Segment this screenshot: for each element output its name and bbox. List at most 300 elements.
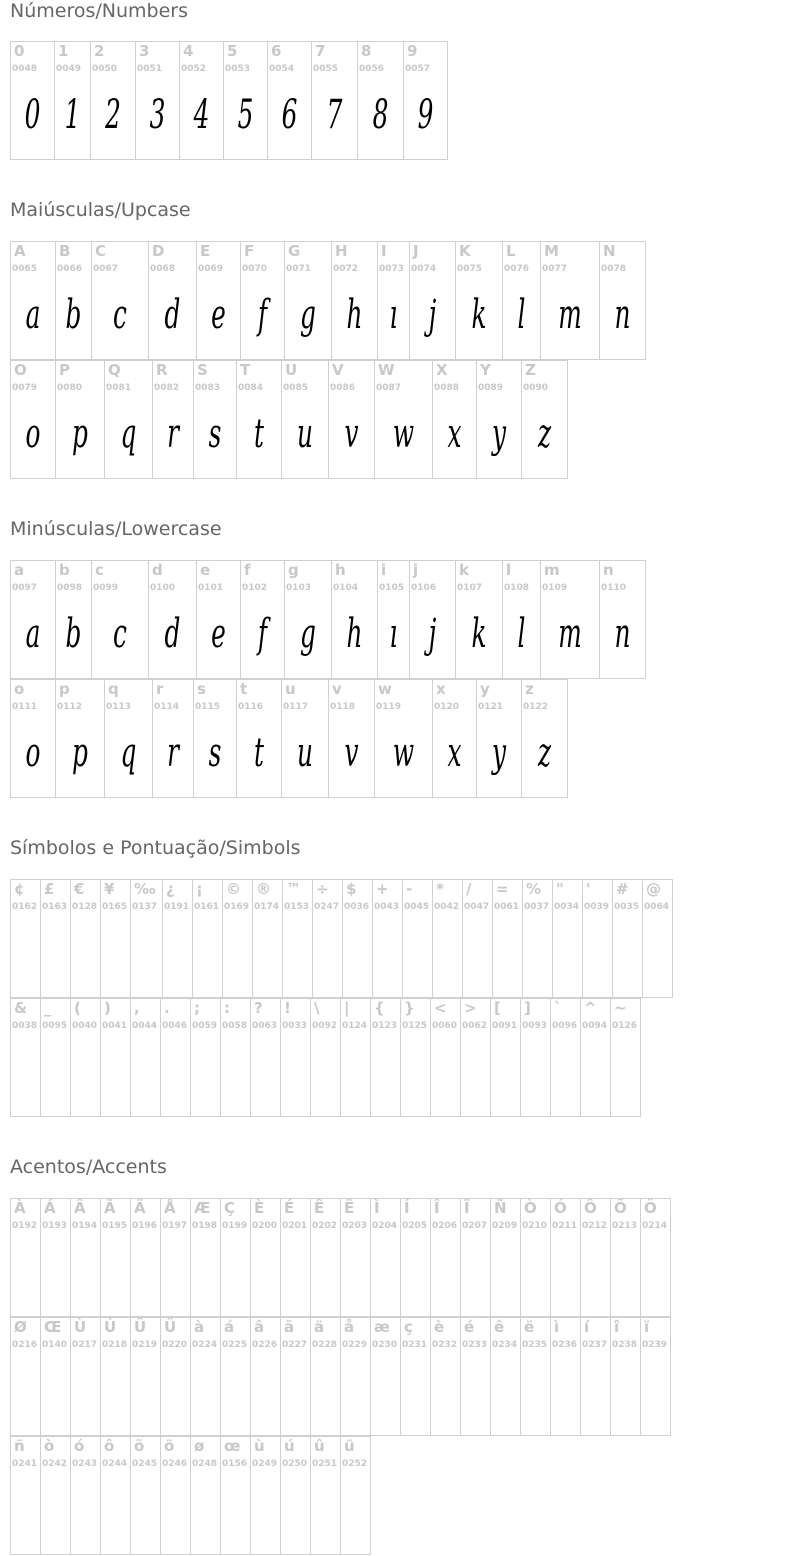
glyph-code: 0165 (102, 902, 128, 912)
glyph-code: 0064 (644, 902, 670, 912)
glyph-key-char: ( (74, 999, 81, 1017)
glyph-code: 0079 (12, 383, 38, 393)
glyph-sample: 6 (281, 92, 298, 138)
glyph-code: 0250 (282, 1459, 308, 1469)
glyph-key-char: É (284, 1199, 295, 1217)
glyph-code: 0204 (372, 1221, 398, 1231)
glyph-code: 0229 (342, 1340, 368, 1350)
glyph-cell (476, 679, 522, 798)
glyph-key-char: D (152, 242, 165, 260)
glyph-code: 0051 (137, 64, 163, 74)
glyph-cell (340, 1317, 371, 1436)
glyph-cell (252, 879, 283, 998)
glyph-cell (582, 879, 613, 998)
glyph-key-char: ü (344, 1437, 355, 1455)
glyph-code: 0103 (286, 583, 312, 593)
glyph-sample: f (257, 292, 268, 338)
glyph-sample: o (25, 411, 41, 457)
glyph-key-char: Ü (164, 1318, 177, 1336)
glyph-code: 0211 (552, 1221, 578, 1231)
glyph-code: 0216 (12, 1340, 38, 1350)
glyph-code: 0118 (330, 702, 356, 712)
glyph-code: 0218 (102, 1340, 128, 1350)
glyph-row (10, 560, 645, 679)
glyph-key-char: û (314, 1437, 325, 1455)
glyph-cell (310, 1198, 341, 1317)
glyph-cell (55, 241, 92, 360)
glyph-cell (476, 360, 522, 479)
glyph-key-char: h (335, 561, 346, 579)
glyph-cell (460, 1317, 491, 1436)
glyph-code: 0194 (72, 1221, 98, 1231)
glyph-code: 0227 (282, 1340, 308, 1350)
glyph-cell (430, 998, 461, 1117)
glyph-key-char: q (108, 680, 119, 698)
glyph-cell (250, 1436, 281, 1555)
glyph-key-char: n (603, 561, 614, 579)
glyph-cell (250, 1317, 281, 1436)
glyph-cell (55, 360, 105, 479)
glyph-code: 0050 (92, 64, 118, 74)
glyph-cell (70, 879, 101, 998)
glyph-code: 0073 (379, 264, 405, 274)
glyph-code: 0203 (342, 1221, 368, 1231)
glyph-cell (240, 560, 285, 679)
glyph-cell (340, 998, 371, 1117)
glyph-key-char: 3 (139, 42, 150, 60)
glyph-sample: n (614, 611, 631, 657)
glyph-code: 0249 (252, 1459, 278, 1469)
glyph-code: 0082 (154, 383, 180, 393)
glyph-cell (455, 560, 503, 679)
glyph-code: 0212 (582, 1221, 608, 1231)
glyph-key-char: A (14, 242, 26, 260)
glyph-code: 0225 (222, 1340, 248, 1350)
glyph-key-char: K (459, 242, 471, 260)
glyph-cell (502, 560, 541, 679)
glyph-code: 0062 (462, 1021, 488, 1031)
glyph-code: 0213 (612, 1221, 638, 1231)
glyph-code: 0074 (411, 264, 437, 274)
glyph-code: 0120 (434, 702, 460, 712)
glyph-code: 0066 (57, 264, 83, 274)
glyph-cell (432, 360, 477, 479)
glyph-key-char: í (584, 1318, 590, 1336)
glyph-code: 0049 (56, 64, 82, 74)
glyph-code: 0198 (192, 1221, 218, 1231)
glyph-key-char: < (434, 999, 447, 1017)
glyph-key-char: ÷ (316, 880, 329, 898)
glyph-cell (374, 679, 433, 798)
glyph-sample: m (558, 292, 582, 338)
glyph-key-char: s (197, 680, 206, 698)
glyph-sample: k (471, 611, 487, 657)
glyph-cell (284, 241, 332, 360)
glyph-code: 0094 (582, 1021, 608, 1031)
glyph-code: 0041 (102, 1021, 128, 1031)
glyph-cell (40, 998, 71, 1117)
glyph-sample: o (25, 730, 41, 776)
glyph-code: 0085 (283, 383, 309, 393)
glyph-code: 0054 (269, 64, 295, 74)
glyph-cell (70, 998, 101, 1117)
glyph-key-char: ¡ (196, 880, 203, 898)
glyph-cell (610, 998, 641, 1117)
glyph-code: 0057 (405, 64, 431, 74)
glyph-code: 0106 (411, 583, 437, 593)
glyph-key-char: B (59, 242, 71, 260)
glyph-cell (104, 679, 153, 798)
glyph-cell (70, 1436, 101, 1555)
glyph-sample: l (517, 611, 526, 657)
glyph-cell (130, 1436, 161, 1555)
glyph-cell (135, 41, 180, 160)
glyph-code: 0107 (457, 583, 483, 593)
glyph-code: 0156 (222, 1459, 248, 1469)
glyph-cell (580, 1198, 611, 1317)
glyph-key-char: J (413, 242, 419, 260)
glyph-cell (40, 1198, 71, 1317)
glyph-row (10, 41, 447, 160)
glyph-key-char: ¥ (104, 880, 115, 898)
glyph-key-char: ú (284, 1437, 295, 1455)
glyph-code: 0095 (42, 1021, 68, 1031)
glyph-key-char: f (244, 561, 251, 579)
glyph-code: 0220 (162, 1340, 188, 1350)
glyph-code: 0090 (523, 383, 549, 393)
glyph-code: 0205 (402, 1221, 428, 1231)
glyph-code: 0113 (106, 702, 132, 712)
glyph-sample: ı (389, 611, 398, 657)
glyph-code: 0114 (154, 702, 180, 712)
glyph-code: 0200 (252, 1221, 278, 1231)
glyph-code: 0153 (284, 902, 310, 912)
glyph-cell (280, 1317, 311, 1436)
glyph-sample: b (65, 292, 82, 338)
glyph-cell (160, 1198, 191, 1317)
glyph-cell (580, 998, 611, 1117)
glyph-code: 0043 (374, 902, 400, 912)
glyph-code: 0042 (434, 902, 460, 912)
glyph-key-char: Å (164, 1199, 176, 1217)
glyph-cell (550, 998, 581, 1117)
glyph-code: 0226 (252, 1340, 278, 1350)
glyph-key-char: H (335, 242, 348, 260)
glyph-cell (223, 41, 268, 160)
glyph-cell (640, 1198, 671, 1317)
glyph-key-char: a (14, 561, 25, 579)
glyph-code: 0214 (642, 1221, 668, 1231)
glyph-cell (100, 1317, 131, 1436)
glyph-cell (152, 679, 194, 798)
glyph-code: 0111 (12, 702, 38, 712)
glyph-key-char: © (226, 880, 241, 898)
glyph-cell (432, 879, 463, 998)
glyph-key-char: Á (44, 1199, 56, 1217)
glyph-key-char: ï (644, 1318, 650, 1336)
glyph-code: 0122 (523, 702, 549, 712)
glyph-sample: r (167, 730, 179, 776)
glyph-cell (152, 360, 194, 479)
glyph-code: 0125 (402, 1021, 428, 1031)
glyph-key-char: 4 (183, 42, 194, 60)
glyph-key-char: w (378, 680, 392, 698)
glyph-cell (370, 1198, 401, 1317)
glyph-code: 0039 (584, 902, 610, 912)
glyph-sample: q (120, 730, 137, 776)
glyph-cell (196, 241, 241, 360)
glyph-sample: e (211, 292, 226, 338)
glyph-cell (267, 41, 312, 160)
glyph-cell (331, 560, 378, 679)
glyph-code: 0080 (57, 383, 83, 393)
glyph-cell (640, 1317, 671, 1436)
glyph-code: 0219 (132, 1340, 158, 1350)
glyph-code: 0244 (102, 1459, 128, 1469)
glyph-key-char: À (14, 1199, 26, 1217)
glyph-code: 0247 (314, 902, 340, 912)
glyph-key-char: ` (554, 999, 562, 1017)
glyph-cell (540, 560, 600, 679)
glyph-cell (342, 879, 373, 998)
glyph-cell (642, 879, 673, 998)
glyph-sample: 8 (372, 92, 389, 138)
glyph-cell (612, 879, 643, 998)
glyph-code: 0199 (222, 1221, 248, 1231)
glyph-code: 0192 (12, 1221, 38, 1231)
glyph-code: 0097 (12, 583, 38, 593)
glyph-code: 0083 (195, 383, 221, 393)
glyph-cell (130, 879, 163, 998)
glyph-code: 0055 (313, 64, 339, 74)
glyph-cell (550, 1317, 581, 1436)
glyph-code: 0116 (238, 702, 264, 712)
glyph-sample: 1 (64, 92, 81, 138)
glyph-key-char: ì (554, 1318, 560, 1336)
glyph-sample: a (25, 611, 41, 657)
glyph-row (10, 1436, 370, 1555)
glyph-cell (91, 560, 149, 679)
glyph-cell (100, 879, 131, 998)
glyph-cell (148, 560, 197, 679)
glyph-key-char: Z (525, 361, 536, 379)
glyph-code: 0075 (457, 264, 483, 274)
glyph-key-char: C (95, 242, 107, 260)
glyph-code: 0137 (132, 902, 158, 912)
glyph-cell (540, 241, 600, 360)
glyph-code: 0063 (252, 1021, 278, 1031)
glyph-code: 0099 (93, 583, 119, 593)
glyph-cell (370, 998, 401, 1117)
glyph-cell (357, 41, 404, 160)
glyph-cell (10, 1317, 41, 1436)
glyph-sample: x (447, 411, 462, 457)
glyph-cell (160, 1436, 191, 1555)
glyph-cell (250, 1198, 281, 1317)
glyph-cell (280, 1198, 311, 1317)
glyph-code: 0209 (492, 1221, 518, 1231)
glyph-code: 0059 (192, 1021, 218, 1031)
glyph-cell (310, 1317, 341, 1436)
glyph-key-char: t (240, 680, 248, 698)
glyph-key-char: é (464, 1318, 475, 1336)
glyph-cell (340, 1198, 371, 1317)
glyph-key-char: l (506, 561, 512, 579)
glyph-cell (490, 998, 521, 1117)
glyph-cell (311, 41, 358, 160)
glyph-key-char: : (224, 999, 230, 1017)
glyph-code: 0104 (333, 583, 359, 593)
glyph-key-char: I (381, 242, 387, 260)
glyph-key-char: Ö (644, 1199, 657, 1217)
glyph-key-char: ‰ (134, 880, 156, 898)
glyph-sample: s (208, 730, 222, 776)
glyph-cell (40, 879, 71, 998)
glyph-cell (100, 1436, 131, 1555)
glyph-key-char: N (603, 242, 616, 260)
glyph-sample: q (120, 411, 137, 457)
glyph-code: 0241 (12, 1459, 38, 1469)
glyph-key-char: ø (194, 1437, 205, 1455)
glyph-key-char: Ø (14, 1318, 27, 1336)
glyph-code: 0036 (344, 902, 370, 912)
glyph-key-char: € (74, 880, 85, 898)
glyph-code: 0245 (132, 1459, 158, 1469)
glyph-cell (179, 41, 224, 160)
glyph-code: 0217 (72, 1340, 98, 1350)
glyph-code: 0034 (554, 902, 580, 912)
glyph-row (10, 998, 640, 1117)
glyph-cell (580, 1317, 611, 1436)
glyph-code: 0210 (522, 1221, 548, 1231)
glyph-cell (10, 560, 56, 679)
glyph-cell (490, 1317, 521, 1436)
glyph-cell (236, 360, 282, 479)
section-title: Maiúsculas/Upcase (10, 199, 191, 221)
glyph-cell (409, 560, 456, 679)
glyph-sample: a (25, 292, 41, 338)
glyph-row (10, 1317, 670, 1436)
glyph-sample: c (113, 611, 127, 657)
glyph-key-char: r (156, 680, 164, 698)
glyph-sample: 2 (105, 92, 121, 138)
glyph-key-char: £ (44, 880, 55, 898)
glyph-cell (10, 360, 56, 479)
glyph-key-char: z (525, 680, 534, 698)
glyph-cell (599, 560, 646, 679)
glyph-code: 0140 (42, 1340, 68, 1350)
glyph-code: 0230 (372, 1340, 398, 1350)
glyph-key-char: ? (254, 999, 263, 1017)
glyph-key-char: v (332, 680, 342, 698)
glyph-key-char: _ (44, 999, 52, 1017)
glyph-key-char: 8 (361, 42, 372, 60)
glyph-cell (40, 1436, 71, 1555)
glyph-key-char: } (404, 999, 415, 1017)
glyph-key-char: d (152, 561, 163, 579)
glyph-sample: z (537, 411, 552, 457)
glyph-code: 0236 (552, 1340, 578, 1350)
glyph-code: 0162 (12, 902, 38, 912)
glyph-code: 0089 (478, 383, 504, 393)
glyph-key-char: / (466, 880, 472, 898)
glyph-sample: t (254, 411, 264, 457)
glyph-code: 0040 (72, 1021, 98, 1031)
glyph-key-char: , (134, 999, 140, 1017)
glyph-cell (160, 998, 191, 1117)
glyph-key-char: ñ (14, 1437, 25, 1455)
glyph-key-char: o (14, 680, 25, 698)
glyph-key-char: * (436, 880, 444, 898)
glyph-key-char: F (244, 242, 255, 260)
glyph-code: 0044 (132, 1021, 158, 1031)
glyph-code: 0119 (376, 702, 402, 712)
glyph-key-char: [ (494, 999, 501, 1017)
glyph-cell (552, 879, 583, 998)
glyph-code: 0126 (612, 1021, 638, 1031)
glyph-code: 0246 (162, 1459, 188, 1469)
glyph-key-char: ® (256, 880, 271, 898)
glyph-cell (377, 560, 410, 679)
glyph-sample: m (558, 611, 582, 657)
glyph-code: 0234 (492, 1340, 518, 1350)
glyph-row (10, 879, 672, 998)
glyph-key-char: u (285, 680, 296, 698)
glyph-cell (490, 1198, 521, 1317)
glyph-key-char: W (378, 361, 395, 379)
glyph-key-char: . (164, 999, 170, 1017)
glyph-cell (55, 560, 92, 679)
glyph-row (10, 241, 645, 360)
glyph-code: 0242 (42, 1459, 68, 1469)
glyph-key-char: Ä (134, 1199, 146, 1217)
glyph-key-char: 1 (58, 42, 69, 60)
glyph-cell (310, 998, 341, 1117)
glyph-key-char: œ (224, 1437, 241, 1455)
glyph-cell (193, 679, 237, 798)
glyph-cell (409, 241, 456, 360)
glyph-code: 0060 (432, 1021, 458, 1031)
glyph-cell (403, 41, 448, 160)
glyph-cell (502, 241, 541, 360)
glyph-key-char: c (95, 561, 104, 579)
glyph-code: 0092 (312, 1021, 338, 1031)
glyph-key-char: S (197, 361, 208, 379)
glyph-key-char: ¢ (14, 880, 25, 898)
glyph-sample: w (392, 730, 415, 776)
glyph-key-char: ó (74, 1437, 85, 1455)
glyph-key-char: p (59, 680, 70, 698)
glyph-key-char: | (344, 999, 350, 1017)
glyph-key-char: X (436, 361, 448, 379)
glyph-code: 0228 (312, 1340, 338, 1350)
glyph-key-char: Ì (374, 1199, 380, 1217)
glyph-sample: u (297, 730, 313, 776)
glyph-key-char: Ç (224, 1199, 236, 1217)
glyph-sample: v (344, 411, 359, 457)
glyph-cell (130, 998, 161, 1117)
glyph-cell (432, 679, 477, 798)
glyph-key-char: å (344, 1318, 355, 1336)
glyph-key-char: 5 (227, 42, 238, 60)
glyph-key-char: 0 (14, 42, 25, 60)
glyph-code: 0076 (504, 264, 530, 274)
glyph-code: 0128 (72, 902, 98, 912)
glyph-sample: z (537, 730, 552, 776)
glyph-key-char: { (374, 999, 385, 1017)
glyph-cell (91, 241, 149, 360)
glyph-key-char: M (544, 242, 559, 260)
